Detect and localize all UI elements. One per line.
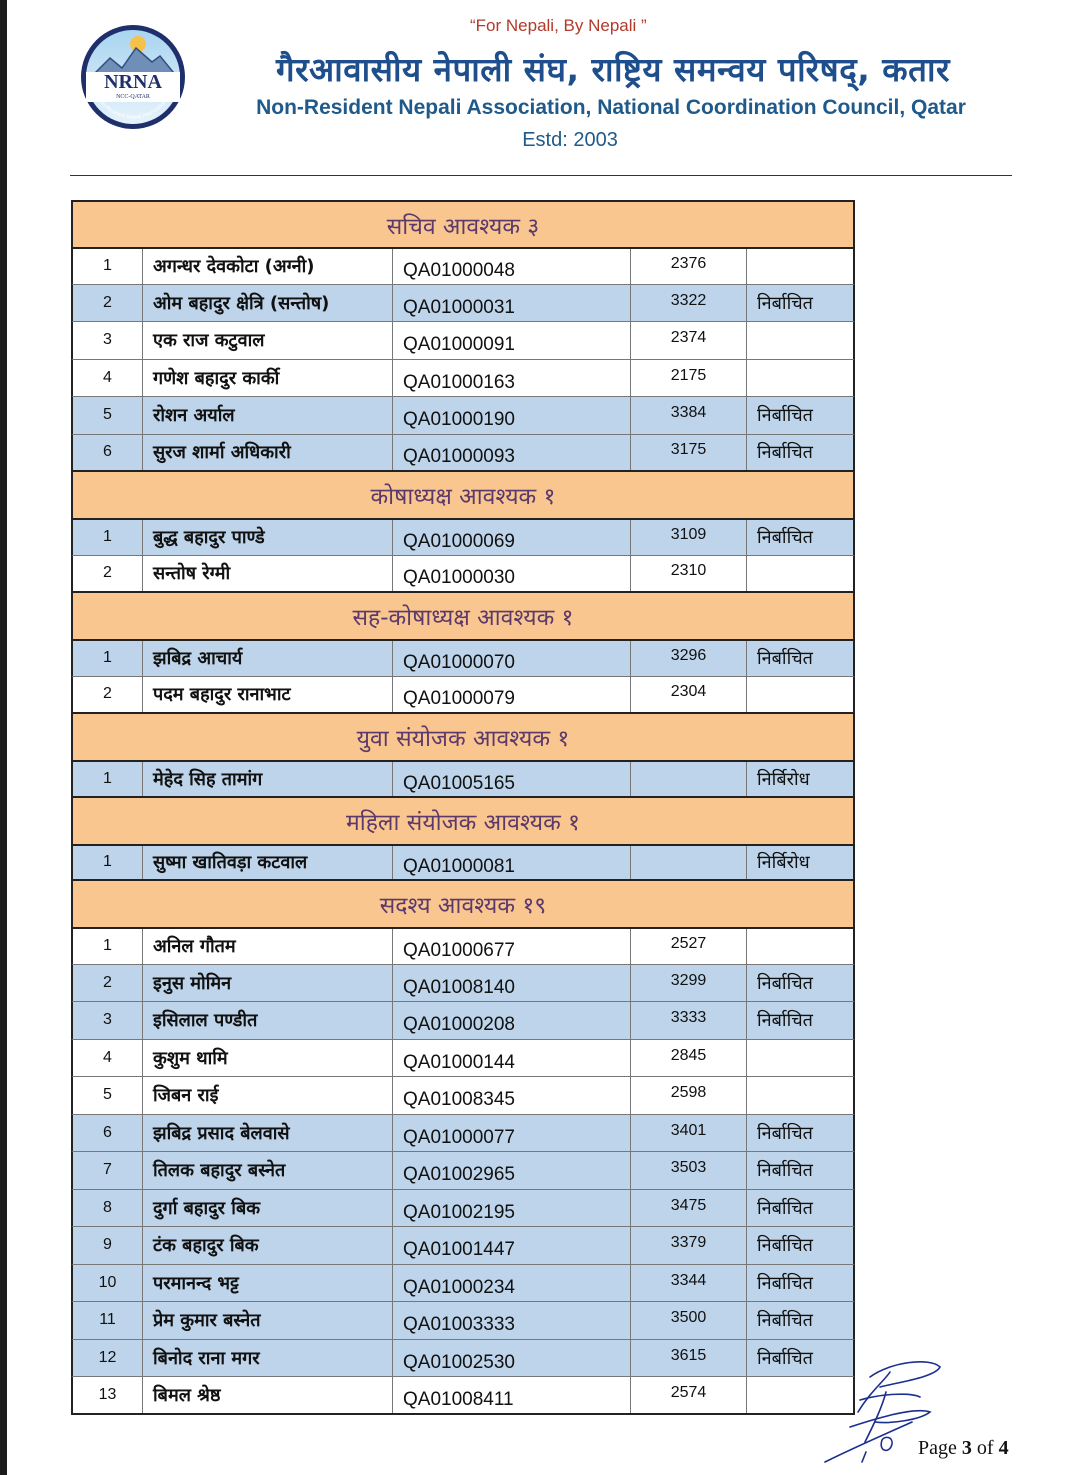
table-row — [71, 1115, 855, 1153]
candidate-name: पदम बहादुर रानाभाट — [143, 677, 393, 713]
election-status: निर्बाचित — [757, 1347, 813, 1369]
page-current: 3 — [961, 1437, 972, 1459]
membership-id: QA01008345 — [393, 1077, 631, 1114]
serial-number: 2 — [73, 556, 143, 592]
vote-count: 3401 — [631, 1115, 747, 1152]
page-total: 4 — [998, 1437, 1009, 1459]
election-status — [747, 1077, 855, 1114]
membership-id: QA01000190 — [393, 397, 631, 434]
membership-id: QA01002530 — [393, 1340, 631, 1377]
election-status: निर्बिरोध — [757, 852, 810, 874]
membership-id: QA01000030 — [393, 556, 631, 592]
table-row — [71, 1302, 855, 1340]
election-status: निर्बाचित — [757, 1272, 813, 1294]
vote-count: 3175 — [631, 435, 747, 471]
vote-count: 2374 — [631, 322, 747, 359]
serial-number: 3 — [73, 1002, 143, 1039]
table-row — [71, 556, 855, 594]
table-row — [71, 844, 855, 882]
serial-number: 7 — [73, 1152, 143, 1189]
table-row — [71, 1340, 855, 1378]
election-status: निर्बाचित — [757, 292, 813, 314]
candidate-name: मेहेद सिह तामांग — [143, 762, 393, 796]
serial-number: 4 — [73, 1040, 143, 1077]
serial-number: 1 — [73, 249, 143, 284]
logo-ring-text: Non-Resident Nepali Association — [95, 96, 168, 121]
candidate-name: जिबन राई — [143, 1077, 393, 1114]
vote-count: 2845 — [631, 1040, 747, 1077]
serial-number: 5 — [73, 397, 143, 434]
table-row — [71, 435, 855, 473]
membership-id: QA01000069 — [393, 520, 631, 555]
organization-title-english: Non-Resident Nepali Association, National Coordination Council, Qatar — [256, 96, 966, 119]
table-row — [71, 677, 855, 715]
organization-title-nepali: गैरआवासीय नेपाली संघ, राष्ट्रिय समन्वय परिषद्, कतार — [275, 50, 951, 89]
membership-id: QA01008140 — [393, 965, 631, 1002]
candidate-name: सन्तोष रेग्मी — [143, 556, 393, 592]
candidate-name: अनिल गौतम — [143, 929, 393, 964]
serial-number: 2 — [73, 285, 143, 322]
table-row — [71, 1265, 855, 1303]
vote-count: 3333 — [631, 1002, 747, 1039]
candidate-name: रोशन अर्याल — [143, 397, 393, 434]
election-status: निर्बाचित — [757, 1122, 813, 1144]
candidate-name: ओम बहादुर क्षेत्रि (सन्तोष) — [143, 285, 393, 322]
table-row — [71, 1077, 855, 1115]
election-status — [747, 556, 855, 592]
table-row — [71, 1190, 855, 1228]
membership-id: QA01000081 — [393, 846, 631, 880]
candidate-name: टंक बहादुर बिक — [143, 1227, 393, 1264]
membership-id: QA01002195 — [393, 1190, 631, 1227]
vote-count: 3299 — [631, 965, 747, 1002]
vote-count: 3379 — [631, 1227, 747, 1264]
table-row — [71, 927, 855, 965]
membership-id: QA01000093 — [393, 435, 631, 471]
header-divider — [70, 175, 1012, 176]
table-row — [71, 1002, 855, 1040]
table-row — [71, 639, 855, 677]
table-row — [71, 518, 855, 556]
vote-count — [631, 846, 747, 880]
vote-count: 3344 — [631, 1265, 747, 1302]
membership-id: QA01000048 — [393, 249, 631, 284]
membership-id: QA01008411 — [393, 1377, 631, 1413]
serial-number: 1 — [73, 762, 143, 796]
election-status: निर्बाचित — [757, 648, 813, 670]
serial-number: 2 — [73, 677, 143, 713]
candidate-name: दुर्गा बहादुर बिक — [143, 1190, 393, 1227]
membership-id: QA01000163 — [393, 360, 631, 397]
serial-number: 10 — [73, 1265, 143, 1302]
election-status — [747, 360, 855, 397]
candidate-name: झबिद्र आचार्य — [143, 641, 393, 676]
candidate-name: सुष्मा खातिवड़ा कटवाल — [143, 846, 393, 880]
logo-text: NRNA — [104, 71, 162, 93]
membership-id: QA01000091 — [393, 322, 631, 359]
section-header: युवा संयोजक आवश्यक १ — [71, 714, 855, 760]
table-row — [71, 247, 855, 285]
election-status — [747, 677, 855, 713]
serial-number: 12 — [73, 1340, 143, 1377]
table-row — [71, 965, 855, 1003]
section-header: सदश्य आवश्यक १९ — [71, 881, 855, 927]
candidate-name: तिलक बहादुर बस्नेत — [143, 1152, 393, 1189]
table-row — [71, 760, 855, 798]
left-edge-strip — [0, 0, 7, 1475]
candidate-name: बुद्ध बहादुर पाण्डे — [143, 520, 393, 555]
candidate-name: कुशुम थामि — [143, 1040, 393, 1077]
election-status — [747, 249, 855, 284]
section-header: महिला संयोजक आवश्यक १ — [71, 798, 855, 844]
election-status: निर्बाचित — [757, 442, 813, 464]
page-number — [918, 1437, 1009, 1460]
candidate-name: प्रेम कुमार बस्नेत — [143, 1302, 393, 1339]
candidate-name: एक राज कटुवाल — [143, 322, 393, 359]
membership-id: QA01002965 — [393, 1152, 631, 1189]
vote-count: 2175 — [631, 360, 747, 397]
table-row — [71, 397, 855, 435]
nrna-logo — [78, 22, 188, 132]
vote-count: 3384 — [631, 397, 747, 434]
serial-number: 13 — [73, 1377, 143, 1413]
candidate-name: बिनोद राना मगर — [143, 1340, 393, 1377]
membership-id: QA01000031 — [393, 285, 631, 322]
vote-count: 3500 — [631, 1302, 747, 1339]
election-results-table — [71, 200, 855, 1415]
election-status: निर्बिरोध — [757, 768, 810, 790]
membership-id: QA01000077 — [393, 1115, 631, 1152]
candidate-name: बिमल श्रेष्ठ — [143, 1377, 393, 1413]
vote-count: 2574 — [631, 1377, 747, 1413]
logo-subtext: NCC-QATAR — [116, 94, 150, 100]
candidate-name: इनुस मोमिन — [143, 965, 393, 1002]
vote-count: 3503 — [631, 1152, 747, 1189]
vote-count: 2310 — [631, 556, 747, 592]
table-row — [71, 1040, 855, 1078]
election-status: निर्बाचित — [757, 1160, 813, 1182]
serial-number: 11 — [73, 1302, 143, 1339]
table-row — [71, 1227, 855, 1265]
election-status: निर्बाचित — [757, 972, 813, 994]
membership-id: QA01003333 — [393, 1302, 631, 1339]
serial-number: 9 — [73, 1227, 143, 1264]
section-header: सह-कोषाध्यक्ष आवश्यक १ — [71, 593, 855, 639]
membership-id: QA01000079 — [393, 677, 631, 713]
election-status: निर्बाचित — [757, 1197, 813, 1219]
serial-number: 3 — [73, 322, 143, 359]
vote-count: 2304 — [631, 677, 747, 713]
table-row — [71, 1377, 855, 1415]
election-status: निर्बाचित — [757, 1310, 813, 1332]
serial-number: 1 — [73, 929, 143, 964]
table-row — [71, 1152, 855, 1190]
page-label: Page — [918, 1437, 957, 1459]
section-header: कोषाध्यक्ष आवश्यक १ — [71, 472, 855, 518]
page-of: of — [976, 1437, 994, 1459]
serial-number: 1 — [73, 846, 143, 880]
candidate-name: परमानन्द भट्ट — [143, 1265, 393, 1302]
election-status — [747, 322, 855, 359]
election-status — [747, 929, 855, 964]
election-status: निर्बाचित — [757, 527, 813, 549]
vote-count: 2376 — [631, 249, 747, 284]
vote-count: 3322 — [631, 285, 747, 322]
vote-count: 3615 — [631, 1340, 747, 1377]
membership-id: QA01000234 — [393, 1265, 631, 1302]
membership-id: QA01000144 — [393, 1040, 631, 1077]
serial-number: 5 — [73, 1077, 143, 1114]
serial-number: 4 — [73, 360, 143, 397]
election-status: निर्बाचित — [757, 1235, 813, 1257]
candidate-name: सुरज शार्मा अधिकारी — [143, 435, 393, 471]
membership-id: QA01001447 — [393, 1227, 631, 1264]
vote-count: 3475 — [631, 1190, 747, 1227]
table-row — [71, 360, 855, 398]
vote-count: 2527 — [631, 929, 747, 964]
membership-id: QA01000070 — [393, 641, 631, 676]
election-status: निर्बाचित — [757, 405, 813, 427]
serial-number: 1 — [73, 641, 143, 676]
serial-number: 6 — [73, 1115, 143, 1152]
serial-number: 8 — [73, 1190, 143, 1227]
established-year: Estd: 2003 — [522, 129, 618, 151]
vote-count: 3296 — [631, 641, 747, 676]
tagline: “For Nepali, By Nepali ” — [470, 16, 647, 35]
vote-count: 3109 — [631, 520, 747, 555]
election-status: निर्बाचित — [757, 1010, 813, 1032]
election-status — [747, 1040, 855, 1077]
vote-count — [631, 762, 747, 796]
candidate-name: झबिद्र प्रसाद बेलवासे — [143, 1115, 393, 1152]
serial-number: 1 — [73, 520, 143, 555]
membership-id: QA01000208 — [393, 1002, 631, 1039]
vote-count: 2598 — [631, 1077, 747, 1114]
membership-id: QA01000677 — [393, 929, 631, 964]
candidate-name: इसिलाल पण्डीत — [143, 1002, 393, 1039]
serial-number: 6 — [73, 435, 143, 471]
candidate-name: गणेश बहादुर कार्की — [143, 360, 393, 397]
serial-number: 2 — [73, 965, 143, 1002]
section-header: सचिव आवश्यक ३ — [71, 200, 855, 247]
membership-id: QA01005165 — [393, 762, 631, 796]
table-row — [71, 322, 855, 360]
candidate-name: अगन्धर देवकोटा (अग्नी) — [143, 249, 393, 284]
table-row — [71, 285, 855, 323]
